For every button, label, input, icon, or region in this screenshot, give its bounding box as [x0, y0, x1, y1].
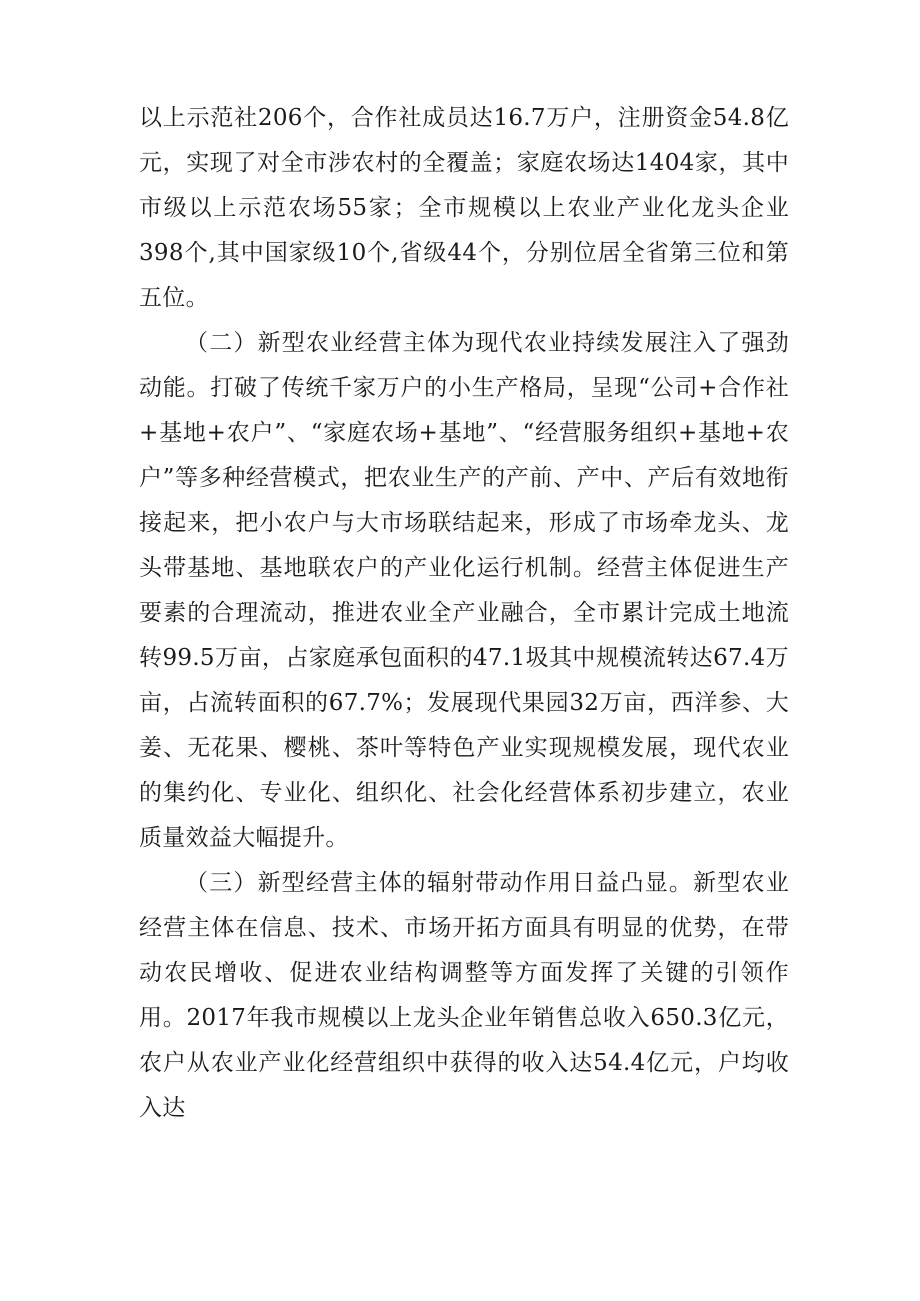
document-body [139, 96, 789, 1131]
paragraph-3: （三）新型经营主体的辐射带动作用日益凸显。新型农业经营主体在信息、技术、市场开拓方面具有明显的优势，在带动农民增收、促进农业结构调整等方面发挥了关键的引领作用。2017年我市规模以上龙头企业年销售总收入650.3亿元，农户从农业产业化经营组织中获得的收入达54.4亿元，户均收入达 [139, 870, 789, 1121]
paragraph-1: 以上示范社206个，合作社成员达16.7万户，注册资金54.8亿元，实现了对全市涉农村的全覆盖；家庭农场达1404家，其中市级以上示范农场55家；全市规模以上农业产业化龙头企业398个,其中国家级10个,省级44个，分别位居全省第三位和第五位。 [139, 105, 789, 311]
paragraph-2: （二）新型农业经营主体为现代农业持续发展注入了强劲动能。打破了传统千家万户的小生产格局，呈现“公司+合作社+基地+农户”、“家庭农场+基地”、“经营服务组织+基地+农户”等多种经营模式，把农业生产的产前、产中、产后有效地衔接起来，把小农户与大市场联结起来，形成了市场牵龙头、龙头带基地、基地联农户的产业化运行机制。经营主体促进生产要素的合理流动，推进农业全产业融合，全市累计完成土地流转99.5万亩，占家庭承包面积的47.1圾其中规模流转达67.4万亩，占流转面积的67.7%；发展现代果园32万亩，西洋参、大姜、无花果、樱桃、茶叶等特色产业实现规模发展，现代农业的集约化、专业化、组织化、社会化经营体系初步建立，农业质量效益大幅提升。 [139, 330, 789, 851]
